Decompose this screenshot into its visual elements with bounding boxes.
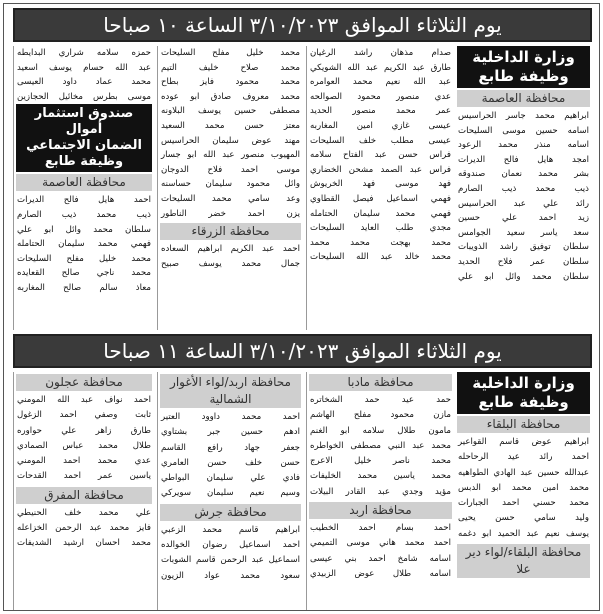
name-entry: محمد خليل مفلح السليحات: [161, 48, 300, 58]
announcement-page: [3, 3, 600, 611]
name-entry: معتز حسن محمد السعيد: [161, 120, 300, 131]
name-entry: صدام مذهان راشد الرغيان: [310, 48, 451, 58]
name-entry: سلطان توفيق راشد الذويبات: [458, 242, 589, 253]
names-list: [158, 46, 303, 221]
name-entry: عدي محمد احمد المومني: [17, 456, 151, 467]
name-entry: المهيوب منصور عبد الله ابو جسار: [161, 150, 300, 161]
governorate-jerash-heading: محافظة جرش: [160, 504, 301, 521]
name-entry: موسى بطرس مخائيل الحجازين: [17, 91, 151, 102]
governorate-capital-heading: محافظة العاصمة: [16, 174, 152, 191]
name-entry: عمر محمد منصور الحديد: [310, 106, 451, 117]
name-entry: احمد بسام احمد الخطيب: [310, 523, 451, 534]
name-entry: مجدي طلب العايد السليحات: [310, 223, 451, 234]
names-list: [158, 523, 303, 584]
name-entry: ثابت وصفي احمد الزغول: [17, 410, 151, 421]
name-entry: احمد هايل فالح الديرات: [17, 195, 151, 206]
name-entry: موسى احمد فلاح الدوجان: [161, 164, 300, 175]
governorate-balqa-heading: محافظة البلقاء: [457, 416, 590, 433]
name-entry: مؤيد وجدي عبد القادر البيلات: [310, 486, 451, 497]
balqa-deir-alla-heading: محافظة البلقاء/لواء دير علا: [457, 544, 590, 578]
column-interior-capital: [455, 46, 592, 330]
name-entry: احمد عبد الكريم ابراهيم السعاده: [161, 244, 300, 255]
governorate-madaba-heading: محافظة مادبا: [309, 374, 452, 391]
name-entry: ادهم حسين جبر بشتاوي: [161, 427, 300, 438]
name-entry: رائد علي عبد الحراسيس: [458, 198, 589, 209]
session-banner-10am: يوم الثلاثاء الموافق ٣/١٠/٢٠٢٣ الساعة ١٠ صباحا: [13, 8, 592, 42]
name-entry: احمد اسماعيل رضوان الخوالده: [161, 540, 300, 551]
names-list: [307, 521, 454, 582]
name-entry: معاذ سالم صالح المغاربه: [17, 282, 151, 293]
name-entry: سلطان عمر فلاح الحديد: [458, 256, 589, 267]
name-entry: ابراهيم عوض قاسم القواعير: [458, 437, 589, 447]
name-entry: فايز محمد عبد الرحمن الخزاعله: [17, 523, 151, 534]
name-entry: يوسف نعيم عبد الحميد ابو دغمه: [458, 528, 589, 539]
name-entry: يزن احمد خضر الناطور: [161, 208, 300, 219]
social-security-fund-heading: صندوق استثمار أموال الضمان الاجتماعي وظيفة طابع: [16, 104, 152, 172]
column-names-3: [157, 46, 303, 330]
column-madaba-irbid: [306, 372, 454, 611]
column-ajloun-mafraq: [13, 372, 154, 611]
name-entry: فهمي محمد سليمان الحتامله: [310, 208, 451, 219]
name-entry: عبد الله نعيم محمد العوامره: [310, 77, 451, 88]
ministry-interior-heading: وزارة الداخلية وظيفة طابع: [457, 372, 590, 414]
name-entry: عيسى غازي امين المغاربه: [310, 120, 451, 131]
name-entry: وليد سامي حسن يحيى: [458, 513, 589, 524]
name-entry: امجد هايل فالح الديرات: [458, 154, 589, 165]
column-ghor-jerash: [157, 372, 303, 611]
name-entry: ذيب محمد ذيب الصارم: [17, 209, 151, 220]
name-entry: زيد احمد علي حسين: [458, 213, 589, 224]
names-list: [455, 109, 592, 284]
names-list: [14, 46, 154, 104]
name-entry: سلطان محمد وائل ابو علي: [17, 224, 151, 235]
name-entry: محمد صلاح خليف التيم: [161, 62, 300, 73]
name-entry: فراس عبد الصمد مشحن الخضاري: [310, 164, 451, 175]
governorate-ajloun-heading: محافظة عجلون: [16, 374, 152, 391]
name-entry: ذيب محمد ذيب الصارم: [458, 183, 589, 194]
name-entry: احمد محمد داوود العتير: [161, 412, 300, 422]
name-entry: طلال محمد عباس الصمادي: [17, 440, 151, 451]
irbid-northern-ghor-heading: محافظة اربد/لواء الأغوار الشمالية: [160, 374, 301, 408]
name-entry: اسامه حسين موسى السليحات: [458, 125, 589, 136]
name-entry: سلطان محمد وائل ابو علي: [458, 271, 589, 282]
governorate-capital-heading: محافظة العاصمة: [457, 90, 590, 107]
column-interior-balqa: [455, 372, 592, 611]
name-entry: سعد ياسر سعيد الجوامس: [458, 227, 589, 238]
name-entry: فهمي اسماعيل فيصل القطاوي: [310, 193, 451, 204]
name-entry: جعفر جهاد رافع القاسم: [161, 442, 300, 453]
name-entry: سعود محمد عواد الزيون: [161, 570, 300, 581]
names-list: [307, 393, 454, 500]
name-entry: احمد رائد عيد الرحاحله: [458, 452, 589, 463]
governorate-zarqa-heading: محافظة الزرقاء: [160, 223, 301, 240]
name-entry: ابراهيم قاسم محمد الزعبي: [161, 524, 300, 535]
name-entry: طارق زاهر علي حواوره: [17, 425, 151, 436]
name-entry: عيسى مطلب خلف السليحات: [310, 135, 451, 146]
name-entry: محمد امين محمد ابو الدبس: [458, 482, 589, 493]
name-entry: ابراهيم محمد جاسر الحراسيس: [458, 111, 589, 121]
name-entry: محمد خالد عبد الله السليحات: [310, 252, 451, 263]
name-entry: وعد سامي محمد السليحات: [161, 193, 300, 204]
name-entry: اسامه شامخ احمد بني عيسى: [310, 553, 451, 564]
name-entry: وائل محمود سليمان حساسنه: [161, 179, 300, 190]
name-entry: فراس حسن عبد الفتاح سلامه: [310, 150, 451, 161]
column-social-security: [13, 46, 154, 330]
column-names-2: [306, 46, 454, 330]
name-entry: مازن محمود مفلح الهاشم: [310, 410, 451, 421]
ministry-interior-heading: وزارة الداخلية وظيفة طابع: [457, 46, 590, 88]
name-entry: محمد ناصر خليل الاعرج: [310, 456, 451, 467]
name-entry: محمد معروف صادق ابو عوده: [161, 91, 300, 102]
name-entry: بشر محمد نعمان صندوقه: [458, 169, 589, 180]
governorate-mafraq-heading: محافظة المفرق: [16, 487, 152, 504]
name-entry: محمد محمود فايز بطاح: [161, 77, 300, 88]
name-entry: محمد ناجي صالح القعايده: [17, 268, 151, 279]
name-entry: محمد حسني احمد الجبارات: [458, 498, 589, 509]
name-entry: عبدالله حسين عبد الهادي الطواهيه: [458, 467, 589, 478]
name-entry: عبد الله حسام يوسف اسعيد: [17, 62, 151, 73]
section-10am: [13, 46, 592, 330]
name-entry: اسماعيل عبد الرحمن قاسم الشوبات: [161, 555, 300, 566]
name-entry: حسن خلف حسن العامري: [161, 457, 300, 468]
section-11am: [13, 372, 592, 611]
names-list: [158, 242, 303, 271]
name-entry: طارق عبد الكريم عبد الله الشويكي: [310, 62, 451, 73]
name-entry: محمد عبد النبي مصطفى الخواطره: [310, 440, 451, 451]
names-list: [307, 46, 454, 265]
names-list: [14, 506, 154, 552]
name-entry: مصطفى حسين يوسف البلاونه: [161, 106, 300, 117]
name-entry: ياسين عمر احمد القدحات: [17, 471, 151, 482]
name-entry: حمد عيد حمد الشخاتره: [310, 395, 451, 405]
name-entry: علي محمد خلف الحنيطي: [17, 507, 151, 518]
session-banner-11am: يوم الثلاثاء الموافق ٣/١٠/٢٠٢٣ الساعة ١١ صباحا: [13, 334, 592, 368]
name-entry: مهند عوض سليمان الحراسيس: [161, 135, 300, 146]
names-list: [14, 193, 154, 295]
name-entry: وسيم نعيم سليمان سويركي: [161, 488, 300, 499]
name-entry: فادي علي سليمان البواطي: [161, 473, 300, 484]
name-entry: مامون طلال سلامه ابو الغنم: [310, 425, 451, 436]
governorate-irbid-heading: محافظة اربد: [309, 502, 452, 519]
names-list: [158, 410, 303, 502]
names-list: [14, 393, 154, 485]
name-entry: احمد نواف عبد الله المومني: [17, 395, 151, 405]
name-entry: احمد محمد هاني موسى التميمي: [310, 538, 451, 549]
name-entry: اسامه منذر محمد الرعود: [458, 140, 589, 151]
name-entry: محمد ياسين محمد الخليفات: [310, 471, 451, 482]
names-list: [455, 435, 592, 542]
name-entry: محمد احسان ارشيد الشديفات: [17, 538, 151, 549]
name-entry: فهد موسى فهد الخريوش: [310, 179, 451, 190]
name-entry: حمزه سلامه شراري البدايطه: [17, 48, 151, 58]
name-entry: محمد خليل مفلح السليحات: [17, 253, 151, 264]
name-entry: اسامه طلال عوض الزبيدي: [310, 568, 451, 579]
name-entry: عدي منصور محمود الصوالحه: [310, 91, 451, 102]
name-entry: جمال محمد يوسف صبيح: [161, 258, 300, 269]
name-entry: محمد بهجت محمد محمد: [310, 237, 451, 248]
name-entry: محمد عماد داود العيسى: [17, 77, 151, 88]
name-entry: فهمي محمد سليمان الحتامله: [17, 239, 151, 250]
